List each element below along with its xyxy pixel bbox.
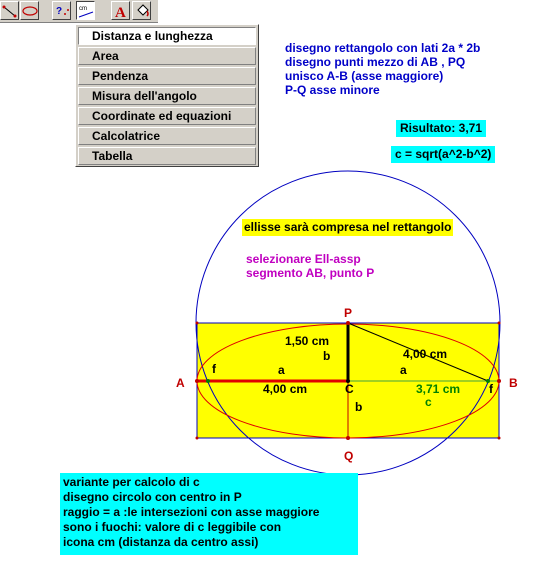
menu-item-slope[interactable]: Pendenza <box>78 67 256 85</box>
rect-corner <box>196 437 199 440</box>
select-note-line: selezionare Ell-assp <box>246 252 361 266</box>
formula-box[interactable]: c = sqrt(a^2-b^2) <box>391 146 495 163</box>
focus-left[interactable] <box>206 379 210 383</box>
measure-b[interactable]: 1,50 cm <box>285 334 330 348</box>
instruction-line: disegno punti mezzo di AB , PQ <box>285 55 466 69</box>
svg-text:cm: cm <box>79 6 87 12</box>
variant-note[interactable] <box>60 473 358 555</box>
label-p: P <box>344 306 353 320</box>
label-seg-b-upper: b <box>323 349 331 363</box>
measure-c[interactable]: 3,71 cm <box>416 382 461 396</box>
label-seg-b-lower: b <box>355 400 363 414</box>
label-c: C <box>345 382 354 396</box>
label-seg-c: c <box>425 395 432 409</box>
instruction-line: unisco A-B (asse maggiore) <box>285 69 444 83</box>
variant-note-line: raggio = a :le intersezioni con asse maggiore <box>63 505 320 519</box>
point-a[interactable] <box>195 379 199 383</box>
menu-item-table[interactable]: Tabella <box>78 147 256 165</box>
measure-pf[interactable]: 4,00 cm <box>403 347 448 361</box>
label-seg-a-left: a <box>278 363 285 377</box>
instruction-line: disegno rettangolo con lati 2a * 2b <box>285 41 481 55</box>
label-q: Q <box>344 449 354 463</box>
variant-note-line: variante per calcolo di c <box>63 475 200 489</box>
select-note[interactable] <box>246 252 374 280</box>
ellipse-note[interactable]: ellisse sarà compresa nel rettangolo <box>244 220 452 234</box>
select-note-line: segmento AB, punto P <box>246 266 375 280</box>
point-q[interactable] <box>346 436 350 440</box>
svg-text:?: ? <box>56 6 63 17</box>
label-focus-right: f <box>489 382 493 396</box>
menu-item-coordinates[interactable]: Coordinate ed equazioni <box>78 107 256 125</box>
label-b: B <box>509 376 518 390</box>
menu-item-area[interactable]: Area <box>78 47 256 65</box>
variant-note-line: sono i fuochi: valore di c leggibile con <box>63 520 282 534</box>
label-seg-a-right: a <box>400 363 407 377</box>
label-a: A <box>176 376 185 390</box>
result-box[interactable]: Risultato: 3,71 <box>396 120 486 137</box>
rect-corner <box>196 322 199 325</box>
label-focus-left: f <box>212 362 216 376</box>
variant-note-line: disegno circolo con centro in P <box>63 490 242 504</box>
instruction-line: P-Q asse minore <box>285 83 380 97</box>
measure-a[interactable]: 4,00 cm <box>263 382 308 396</box>
menu-item-angle[interactable]: Misura dell'angolo <box>78 87 256 105</box>
point-p[interactable] <box>346 321 350 325</box>
rect-corner <box>498 322 501 325</box>
rect-corner <box>498 437 501 440</box>
point-b[interactable] <box>497 379 501 383</box>
svg-text:A: A <box>115 5 126 21</box>
menu-item-calculator[interactable]: Calcolatrice <box>78 127 256 145</box>
menu-item-distance[interactable]: Distanza e lunghezza <box>78 27 256 45</box>
variant-note-line: icona cm (distanza da centro assi) <box>63 535 259 549</box>
